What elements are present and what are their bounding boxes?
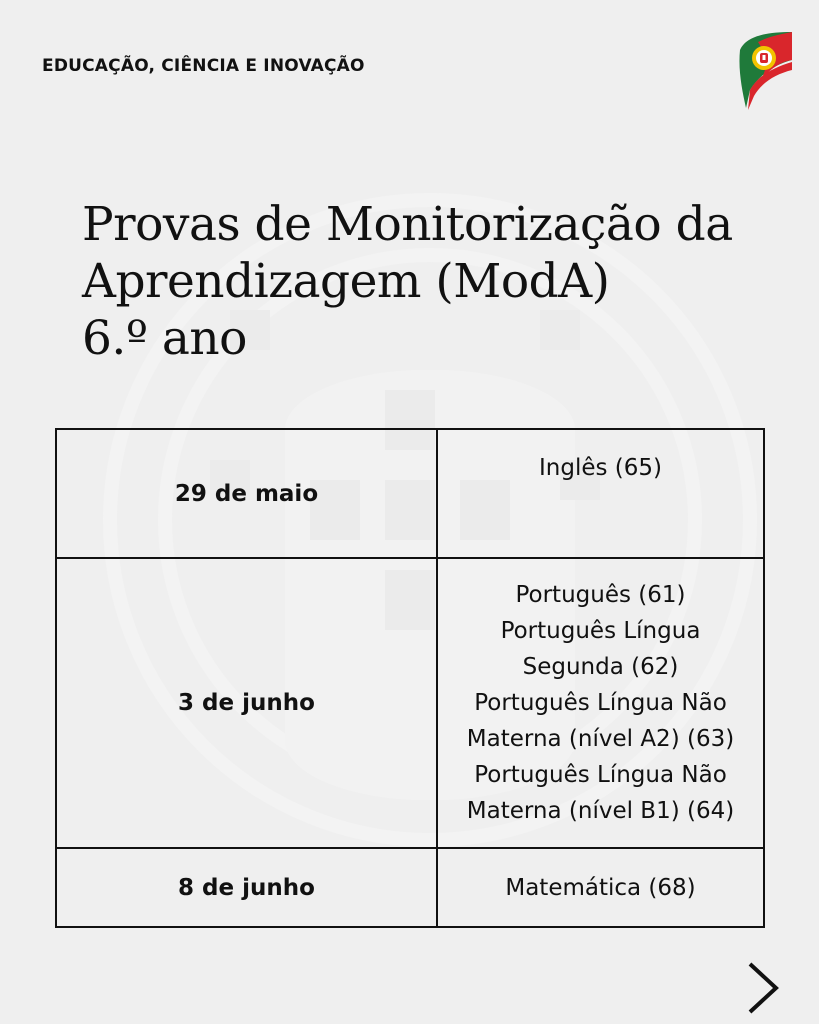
title-line-1: Provas de Monitorização da [82,197,733,252]
ministry-name: EDUCAÇÃO, CIÊNCIA E INOVAÇÃO [42,56,365,76]
subject-line: Português Língua Não [474,762,727,788]
exam-subjects [437,558,764,848]
title-line-3: 6.º ano [82,311,247,366]
portugal-government-logo [736,30,794,110]
page-title [82,196,733,367]
exam-date: 29 de maio [56,429,437,558]
table-row [56,429,764,558]
subject-line: Materna (nível A2) (63) [466,726,735,752]
exam-date: 3 de junho [56,558,437,848]
exam-subjects [437,429,764,558]
exam-schedule-table [55,428,765,928]
title-line-2: Aprendizagem (ModA) [82,254,610,309]
chevron-right-icon[interactable] [742,958,784,1018]
table-row [56,558,764,848]
exam-subjects [437,848,764,927]
exam-date: 8 de junho [56,848,437,927]
subject-line: Matemática (68) [505,874,696,901]
subject-line: Materna (nível B1) (64) [466,798,735,824]
subject-line: Inglês (65) [538,455,662,481]
table-row [56,848,764,927]
subject-line: Segunda (62) [522,654,679,680]
subject-line: Português (61) [515,582,686,608]
subject-line: Português Língua Não [474,690,727,716]
subject-line: Português Língua [500,618,701,644]
